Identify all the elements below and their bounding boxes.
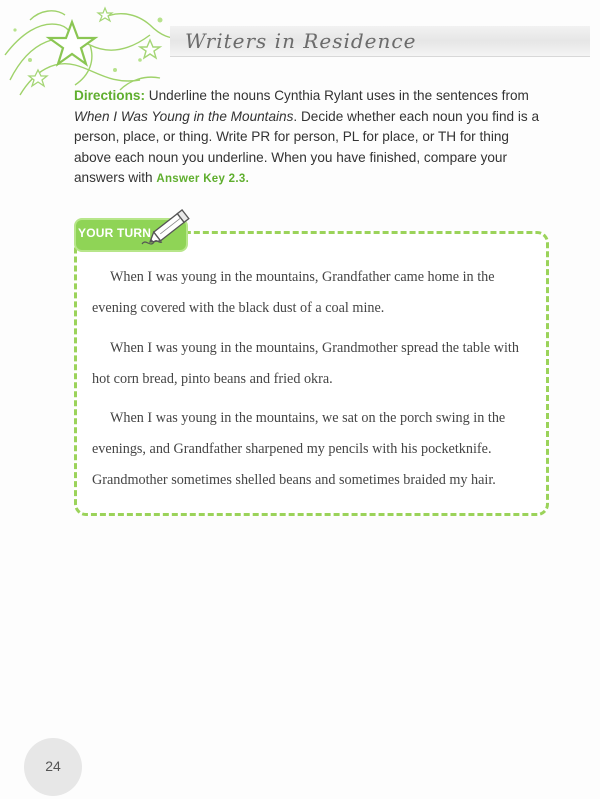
page-number: 24	[45, 758, 61, 774]
answer-key-reference: Answer Key 2.3	[156, 173, 246, 185]
directions-text-2: . Decide whether each noun you find is a person, place, or thing. Write PR for person, PL for place, or TH for thing above each noun you underline. When you have finished, compare your answers with	[74, 108, 540, 185]
section-title: Writers in Residence	[185, 29, 417, 53]
directions-label: Directions:	[74, 88, 146, 103]
pencil-icon	[140, 204, 200, 250]
your-turn-label: YOUR TURN	[78, 226, 152, 240]
large-star-icon	[49, 22, 95, 64]
passage-paragraph: When I was young in the mountains, Grandfather came home in the evening covered with the black dust of a coal mine.	[92, 269, 495, 316]
passage-paragraph: When I was young in the mountains, Grandmother spread the table with hot corn bread, pinto beans and fried okra.	[92, 340, 519, 387]
directions-text: Directions: Underline the nouns Cynthia Rylant uses in the sentences from When I Was Young in the Mountains. Decide whether each noun you find is a person, place, or thing. Write PR for person, PL for place, or TH for thing above each noun you underline. When you have finished, compare your answers with Answer Key 2.3.	[74, 88, 540, 185]
passage-paragraph: When I was young in the mountains, we sat on the porch swing in the evenings, and Grandfather sharpened my pencils with his pocketknife. Grandmother sometimes shelled beans and sometimes braided my hair.	[92, 410, 506, 488]
book-title: When I Was Young in the Mountains	[74, 108, 294, 124]
directions-text-1: Underline the nouns Cynthia Rylant uses in the sentences from	[145, 88, 529, 103]
